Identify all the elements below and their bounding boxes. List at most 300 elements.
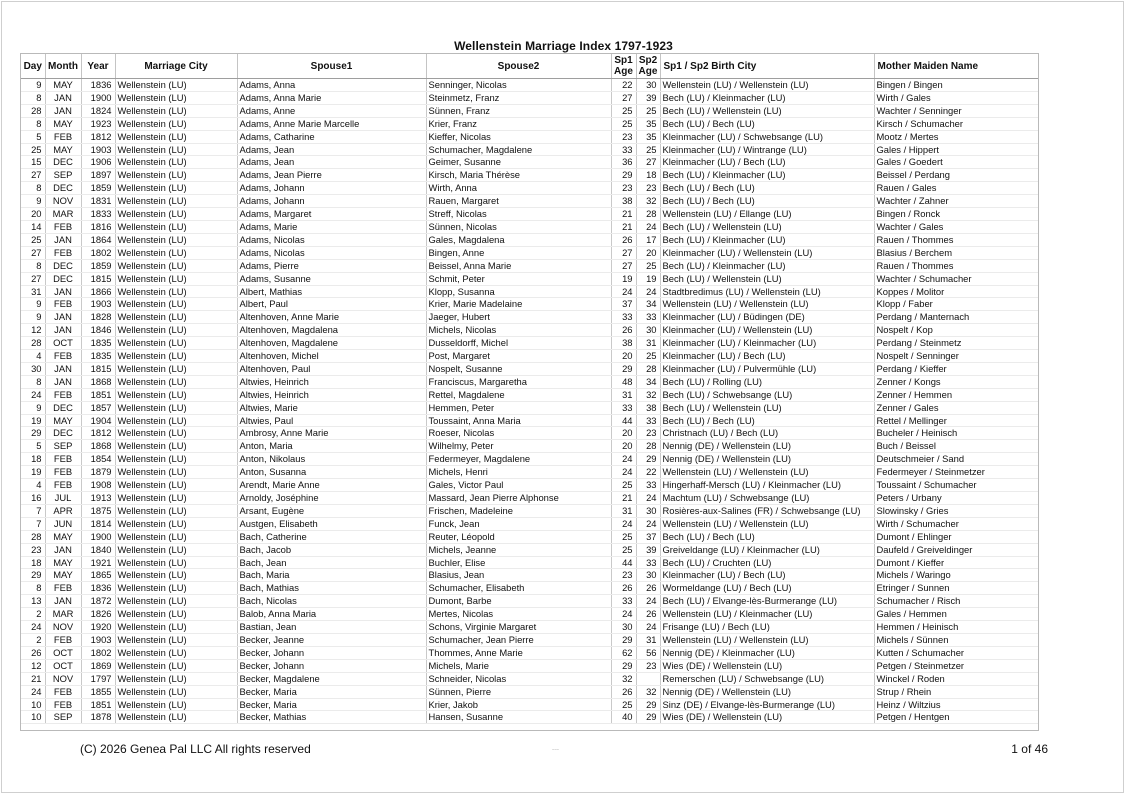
mother-maiden-name-cell: Petgen / Steinmetzer: [874, 659, 1038, 672]
spouse2-cell: Michels, Nicolas: [426, 324, 611, 337]
mother-maiden-name-cell: Koppes / Molitor: [874, 285, 1038, 298]
marriage-city-cell: Wellenstein (LU): [115, 453, 237, 466]
month-cell: NOV: [45, 672, 81, 685]
spouse2-cell: Schumacher, Magdalene: [426, 143, 611, 156]
marriage-city-cell: Wellenstein (LU): [115, 595, 237, 608]
marriage-city-cell: Wellenstein (LU): [115, 169, 237, 182]
mother-maiden-name-cell: Rettel / Mellinger: [874, 414, 1038, 427]
day-cell: 14: [21, 220, 45, 233]
marriage-city-cell: Wellenstein (LU): [115, 285, 237, 298]
table-row[interactable]: [21, 195, 1038, 208]
birth-city-cell: Bech (LU) / Bech (LU): [660, 414, 874, 427]
year-cell: 1855: [81, 685, 115, 698]
day-cell: 9: [21, 298, 45, 311]
birth-city-cell: Kleinmacher (LU) / Pulvermühle (LU): [660, 362, 874, 375]
sp1-age-line2: Age: [614, 66, 633, 77]
day-cell: 25: [21, 233, 45, 246]
year-cell: 1900: [81, 91, 115, 104]
birth-city-cell: Bech (LU) / Bech (LU): [660, 117, 874, 130]
table-row[interactable]: [21, 621, 1038, 634]
day-cell: 12: [21, 659, 45, 672]
table-row[interactable]: [21, 350, 1038, 363]
spouse1-cell: Austgen, Elisabeth: [237, 517, 426, 530]
table-row[interactable]: [21, 492, 1038, 505]
month-cell: MAY: [45, 143, 81, 156]
sp1-age-cell: 30: [611, 621, 636, 634]
marriage-city-cell: Wellenstein (LU): [115, 220, 237, 233]
year-cell: 1815: [81, 362, 115, 375]
mother-maiden-name-cell: Mootz / Mertes: [874, 130, 1038, 143]
day-cell: 9: [21, 79, 45, 92]
month-cell: SEP: [45, 440, 81, 453]
day-cell: 21: [21, 672, 45, 685]
day-cell: 27: [21, 246, 45, 259]
table-row[interactable]: [21, 298, 1038, 311]
mother-maiden-name-cell: Toussaint / Schumacher: [874, 479, 1038, 492]
marriage-city-cell: Wellenstein (LU): [115, 414, 237, 427]
mother-maiden-name-cell: Winckel / Roden: [874, 672, 1038, 685]
spouse1-cell: Anton, Maria: [237, 440, 426, 453]
year-cell: 1857: [81, 401, 115, 414]
spouse1-cell: Becker, Maria: [237, 685, 426, 698]
spouse2-cell: Nospelt, Susanne: [426, 362, 611, 375]
year-cell: 1872: [81, 595, 115, 608]
sp2-age-cell: 37: [636, 530, 660, 543]
birth-city-cell: Bech (LU) / Bech (LU): [660, 530, 874, 543]
marriage-city-cell: Wellenstein (LU): [115, 337, 237, 350]
spouse1-cell: Adams, Jean: [237, 156, 426, 169]
birth-city-cell: Bech (LU) / Schwebsange (LU): [660, 388, 874, 401]
spouse2-cell: Franciscus, Margaretha: [426, 375, 611, 388]
table-row[interactable]: [21, 672, 1038, 685]
birth-city-cell: Bech (LU) / Wellenstein (LU): [660, 272, 874, 285]
table-row[interactable]: [21, 517, 1038, 530]
marriage-index-sheet: [20, 53, 1039, 731]
birth-city-cell: Frisange (LU) / Bech (LU): [660, 621, 874, 634]
birth-city-cell: Nennig (DE) / Kleinmacher (LU): [660, 646, 874, 659]
birth-city-cell: Rosières-aux-Salines (FR) / Schwebsange (LU): [660, 504, 874, 517]
birth-city-cell: Remerschen (LU) / Schwebsange (LU): [660, 672, 874, 685]
birth-city-cell: Wellenstein (LU) / Wellenstein (LU): [660, 79, 874, 92]
spouse1-cell: Altenhoven, Anne Marie: [237, 311, 426, 324]
col-header-year[interactable]: Year: [81, 54, 115, 79]
year-cell: 1904: [81, 414, 115, 427]
sp1-age-cell: 44: [611, 414, 636, 427]
spouse2-cell: Roeser, Nicolas: [426, 427, 611, 440]
table-row[interactable]: [21, 246, 1038, 259]
col-header-month[interactable]: Month: [45, 54, 81, 79]
marriage-city-cell: Wellenstein (LU): [115, 698, 237, 711]
table-body: [21, 79, 1038, 724]
day-cell: 28: [21, 530, 45, 543]
day-cell: 18: [21, 556, 45, 569]
birth-city-cell: Hingerhaff-Mersch (LU) / Kleinmacher (LU): [660, 479, 874, 492]
month-cell: JAN: [45, 375, 81, 388]
table-row[interactable]: [21, 440, 1038, 453]
spouse1-cell: Arendt, Marie Anne: [237, 479, 426, 492]
spouse1-cell: Adams, Susanne: [237, 272, 426, 285]
day-cell: 7: [21, 504, 45, 517]
table-row[interactable]: [21, 375, 1038, 388]
sp2-age-cell: 30: [636, 569, 660, 582]
sp1-age-cell: 29: [611, 659, 636, 672]
mother-maiden-name-cell: Bucheler / Heinisch: [874, 427, 1038, 440]
year-cell: 1824: [81, 104, 115, 117]
day-cell: 12: [21, 324, 45, 337]
sp1-age-cell: 29: [611, 169, 636, 182]
table-row[interactable]: [21, 169, 1038, 182]
mother-maiden-name-cell: Kirsch / Schumacher: [874, 117, 1038, 130]
table-row[interactable]: [21, 504, 1038, 517]
year-cell: 1900: [81, 530, 115, 543]
birth-city-cell: Nennig (DE) / Wellenstein (LU): [660, 440, 874, 453]
spouse2-cell: Steinmetz, Franz: [426, 91, 611, 104]
spouse1-cell: Altenhoven, Michel: [237, 350, 426, 363]
col-header-day[interactable]: Day: [21, 54, 45, 79]
table-row[interactable]: [21, 79, 1038, 92]
mother-maiden-name-cell: Gales / Hemmen: [874, 608, 1038, 621]
table-row[interactable]: [21, 143, 1038, 156]
table-row[interactable]: [21, 633, 1038, 646]
year-cell: 1878: [81, 711, 115, 724]
sp2-age-cell: 18: [636, 169, 660, 182]
mother-maiden-name-cell: Strup / Rhein: [874, 685, 1038, 698]
sp2-age-line2: Age: [638, 66, 658, 77]
sp1-age-cell: 32: [611, 672, 636, 685]
sp1-age-cell: 20: [611, 427, 636, 440]
mother-maiden-name-cell: Hemmen / Heinisch: [874, 621, 1038, 634]
sp1-age-cell: 33: [611, 595, 636, 608]
marriage-city-cell: Wellenstein (LU): [115, 543, 237, 556]
birth-city-cell: Nennig (DE) / Wellenstein (LU): [660, 453, 874, 466]
table-row[interactable]: [21, 285, 1038, 298]
mother-maiden-name-cell: Klopp / Faber: [874, 298, 1038, 311]
sp2-age-cell: 32: [636, 685, 660, 698]
day-cell: 7: [21, 517, 45, 530]
marriage-city-cell: Wellenstein (LU): [115, 324, 237, 337]
year-cell: 1859: [81, 182, 115, 195]
sp2-age-cell: 29: [636, 698, 660, 711]
birth-city-cell: Bech (LU) / Kleinmacher (LU): [660, 259, 874, 272]
sp1-age-cell: 23: [611, 569, 636, 582]
marriage-city-cell: Wellenstein (LU): [115, 492, 237, 505]
year-cell: 1851: [81, 698, 115, 711]
table-row[interactable]: [21, 582, 1038, 595]
table-row[interactable]: [21, 685, 1038, 698]
day-cell: 8: [21, 259, 45, 272]
spouse2-cell: Schons, Virginie Margaret: [426, 621, 611, 634]
sp1-age-cell: 62: [611, 646, 636, 659]
table-row[interactable]: [21, 569, 1038, 582]
day-cell: 28: [21, 104, 45, 117]
table-row[interactable]: [21, 156, 1038, 169]
spouse2-cell: Bingen, Anne: [426, 246, 611, 259]
sp1-age-cell: 31: [611, 504, 636, 517]
sp2-age-cell: 31: [636, 337, 660, 350]
sp2-age-cell: 17: [636, 233, 660, 246]
table-row[interactable]: [21, 711, 1038, 724]
table-row[interactable]: [21, 453, 1038, 466]
mother-maiden-name-cell: Etringer / Sunnen: [874, 582, 1038, 595]
birth-city-cell: Wormeldange (LU) / Bech (LU): [660, 582, 874, 595]
month-cell: MAY: [45, 569, 81, 582]
birth-city-cell: Wellenstein (LU) / Wellenstein (LU): [660, 633, 874, 646]
mother-maiden-name-cell: Beissel / Perdang: [874, 169, 1038, 182]
month-cell: FEB: [45, 388, 81, 401]
marriage-city-cell: Wellenstein (LU): [115, 233, 237, 246]
sp1-age-cell: 37: [611, 298, 636, 311]
day-cell: 10: [21, 711, 45, 724]
spouse2-cell: Massard, Jean Pierre Alphonse: [426, 492, 611, 505]
sp1-age-cell: 48: [611, 375, 636, 388]
day-cell: 9: [21, 401, 45, 414]
year-cell: 1831: [81, 195, 115, 208]
spouse2-cell: Hansen, Susanne: [426, 711, 611, 724]
day-cell: 8: [21, 117, 45, 130]
sp1-age-cell: 23: [611, 130, 636, 143]
table-row[interactable]: [21, 117, 1038, 130]
sp1-age-cell: 23: [611, 182, 636, 195]
sp1-age-cell: 25: [611, 479, 636, 492]
page-title: Wellenstein Marriage Index 1797-1923: [454, 39, 673, 53]
spouse2-cell: Geimer, Susanne: [426, 156, 611, 169]
spouse2-cell: Hemmen, Peter: [426, 401, 611, 414]
sp1-age-cell: 24: [611, 608, 636, 621]
month-cell: JUL: [45, 492, 81, 505]
spouse2-cell: Schneider, Nicolas: [426, 672, 611, 685]
sp2-age-cell: 34: [636, 298, 660, 311]
year-cell: 1802: [81, 646, 115, 659]
day-cell: 23: [21, 543, 45, 556]
mother-maiden-name-cell: Daufeld / Greiveldinger: [874, 543, 1038, 556]
month-cell: JAN: [45, 595, 81, 608]
sp2-age-cell: 20: [636, 246, 660, 259]
year-cell: 1866: [81, 285, 115, 298]
spouse1-cell: Albert, Paul: [237, 298, 426, 311]
spouse2-cell: Kirsch, Maria Thérèse: [426, 169, 611, 182]
birth-city-cell: Bech (LU) / Elvange-lès-Burmerange (LU): [660, 595, 874, 608]
sp1-age-cell: 20: [611, 350, 636, 363]
mother-maiden-name-cell: Wirth / Gales: [874, 91, 1038, 104]
table-row[interactable]: [21, 337, 1038, 350]
table-row[interactable]: [21, 556, 1038, 569]
table-row[interactable]: [21, 595, 1038, 608]
mother-maiden-name-cell: Wachter / Schumacher: [874, 272, 1038, 285]
col-header-spouse1[interactable]: Spouse1: [237, 54, 426, 79]
sp2-age-cell: 22: [636, 466, 660, 479]
mother-maiden-name-cell: Zenner / Kongs: [874, 375, 1038, 388]
col-header-birth-city[interactable]: Sp1 / Sp2 Birth City: [660, 54, 874, 79]
sp1-age-cell: 26: [611, 685, 636, 698]
marriage-city-cell: Wellenstein (LU): [115, 208, 237, 221]
sp1-age-cell: 27: [611, 246, 636, 259]
table-row[interactable]: [21, 466, 1038, 479]
birth-city-cell: Wies (DE) / Wellenstein (LU): [660, 659, 874, 672]
table-row[interactable]: [21, 698, 1038, 711]
year-cell: 1903: [81, 143, 115, 156]
day-cell: 9: [21, 195, 45, 208]
sp2-age-cell: 23: [636, 659, 660, 672]
year-cell: 1864: [81, 233, 115, 246]
col-header-sp1-age[interactable]: [611, 54, 636, 79]
table-row[interactable]: [21, 530, 1038, 543]
sp2-age-cell: 30: [636, 79, 660, 92]
spouse1-cell: Adams, Pierre: [237, 259, 426, 272]
table-row[interactable]: [21, 388, 1038, 401]
day-cell: 13: [21, 595, 45, 608]
table-row[interactable]: [21, 233, 1038, 246]
birth-city-cell: Greiveldange (LU) / Kleinmacher (LU): [660, 543, 874, 556]
marriage-city-cell: Wellenstein (LU): [115, 517, 237, 530]
day-cell: 4: [21, 479, 45, 492]
sp2-age-cell: 56: [636, 646, 660, 659]
sp1-age-cell: 27: [611, 259, 636, 272]
table-row[interactable]: [21, 479, 1038, 492]
table-row[interactable]: [21, 220, 1038, 233]
sp2-age-cell: 27: [636, 156, 660, 169]
birth-city-cell: Sinz (DE) / Elvange-lès-Burmerange (LU): [660, 698, 874, 711]
year-cell: 1812: [81, 130, 115, 143]
year-cell: 1903: [81, 298, 115, 311]
year-cell: 1835: [81, 337, 115, 350]
col-header-mother-maiden-name[interactable]: Mother Maiden Name: [874, 54, 1038, 79]
spouse1-cell: Adams, Marie: [237, 220, 426, 233]
sp2-age-cell: 30: [636, 324, 660, 337]
marriage-city-cell: Wellenstein (LU): [115, 711, 237, 724]
day-cell: 18: [21, 453, 45, 466]
sp1-age-cell: 22: [611, 79, 636, 92]
sp2-age-cell: 24: [636, 220, 660, 233]
day-cell: 26: [21, 646, 45, 659]
marriage-city-cell: Wellenstein (LU): [115, 156, 237, 169]
marriage-city-cell: Wellenstein (LU): [115, 130, 237, 143]
table-row[interactable]: [21, 414, 1038, 427]
table-row[interactable]: [21, 130, 1038, 143]
marriage-city-cell: Wellenstein (LU): [115, 427, 237, 440]
month-cell: SEP: [45, 711, 81, 724]
year-cell: 1908: [81, 479, 115, 492]
month-cell: MAR: [45, 608, 81, 621]
table-row[interactable]: [21, 362, 1038, 375]
table-row[interactable]: [21, 543, 1038, 556]
table-row[interactable]: [21, 208, 1038, 221]
day-cell: 9: [21, 311, 45, 324]
sp2-age-cell: 30: [636, 504, 660, 517]
day-cell: 25: [21, 143, 45, 156]
table-row[interactable]: [21, 608, 1038, 621]
mother-maiden-name-cell: Heinz / Wiltzius: [874, 698, 1038, 711]
table-row[interactable]: [21, 659, 1038, 672]
marriage-city-cell: Wellenstein (LU): [115, 440, 237, 453]
table-row[interactable]: [21, 427, 1038, 440]
spouse1-cell: Bach, Mathias: [237, 582, 426, 595]
table-row[interactable]: [21, 646, 1038, 659]
month-cell: FEB: [45, 582, 81, 595]
spouse1-cell: Adams, Nicolas: [237, 233, 426, 246]
sp2-age-cell: 32: [636, 388, 660, 401]
birth-city-cell: Wellenstein (LU) / Ellange (LU): [660, 208, 874, 221]
year-cell: 1802: [81, 246, 115, 259]
marriage-city-cell: Wellenstein (LU): [115, 91, 237, 104]
year-cell: 1920: [81, 621, 115, 634]
sp1-age-cell: 25: [611, 698, 636, 711]
year-cell: 1875: [81, 504, 115, 517]
mother-maiden-name-cell: Nospelt / Senninger: [874, 350, 1038, 363]
sp1-age-cell: 21: [611, 208, 636, 221]
spouse2-cell: Frischen, Madeleine: [426, 504, 611, 517]
sp2-age-line1: Sp2: [638, 55, 658, 66]
sp2-age-cell: 33: [636, 479, 660, 492]
sp2-age-cell: 34: [636, 375, 660, 388]
spouse2-cell: Blasius, Jean: [426, 569, 611, 582]
birth-city-cell: Christnach (LU) / Bech (LU): [660, 427, 874, 440]
year-cell: 1812: [81, 427, 115, 440]
marriage-city-cell: Wellenstein (LU): [115, 608, 237, 621]
day-cell: 5: [21, 440, 45, 453]
spouse1-cell: Altenhoven, Magdalene: [237, 337, 426, 350]
sp1-age-cell: 24: [611, 466, 636, 479]
month-cell: DEC: [45, 182, 81, 195]
sp2-age-cell: 28: [636, 440, 660, 453]
month-cell: FEB: [45, 698, 81, 711]
month-cell: FEB: [45, 453, 81, 466]
birth-city-cell: Bech (LU) / Wellenstein (LU): [660, 104, 874, 117]
day-cell: 31: [21, 285, 45, 298]
mother-maiden-name-cell: Schumacher / Risch: [874, 595, 1038, 608]
col-header-marriage-city[interactable]: Marriage City: [115, 54, 237, 79]
sp2-age-cell: 24: [636, 492, 660, 505]
col-header-sp2-age[interactable]: [636, 54, 660, 79]
mother-maiden-name-cell: Deutschmeier / Sand: [874, 453, 1038, 466]
sp2-age-cell: 24: [636, 517, 660, 530]
sp2-age-cell: 26: [636, 608, 660, 621]
month-cell: OCT: [45, 646, 81, 659]
day-cell: 20: [21, 208, 45, 221]
month-cell: FEB: [45, 633, 81, 646]
day-cell: 29: [21, 427, 45, 440]
sp2-age-cell: 24: [636, 595, 660, 608]
sp1-age-cell: 26: [611, 233, 636, 246]
marriage-city-cell: Wellenstein (LU): [115, 375, 237, 388]
day-cell: 5: [21, 130, 45, 143]
table-row[interactable]: [21, 182, 1038, 195]
table-row[interactable]: [21, 104, 1038, 117]
col-header-spouse2[interactable]: Spouse2: [426, 54, 611, 79]
birth-city-cell: Kleinmacher (LU) / Wellenstein (LU): [660, 324, 874, 337]
month-cell: JAN: [45, 233, 81, 246]
mother-maiden-name-cell: Perdang / Manternach: [874, 311, 1038, 324]
table-row[interactable]: [21, 401, 1038, 414]
spouse1-cell: Adams, Jean: [237, 143, 426, 156]
table-row[interactable]: [21, 272, 1038, 285]
day-cell: 8: [21, 182, 45, 195]
spouse1-cell: Adams, Nicolas: [237, 246, 426, 259]
table-row[interactable]: [21, 259, 1038, 272]
spouse1-cell: Anton, Susanna: [237, 466, 426, 479]
month-cell: FEB: [45, 246, 81, 259]
day-cell: 2: [21, 633, 45, 646]
month-cell: SEP: [45, 169, 81, 182]
spouse1-cell: Altwies, Paul: [237, 414, 426, 427]
table-row[interactable]: [21, 324, 1038, 337]
month-cell: MAY: [45, 117, 81, 130]
mother-maiden-name-cell: Wachter / Gales: [874, 220, 1038, 233]
sp2-age-cell: 33: [636, 414, 660, 427]
table-row[interactable]: [21, 91, 1038, 104]
mother-maiden-name-cell: Perdang / Kieffer: [874, 362, 1038, 375]
table-row[interactable]: [21, 311, 1038, 324]
spouse1-cell: Becker, Jeanne: [237, 633, 426, 646]
